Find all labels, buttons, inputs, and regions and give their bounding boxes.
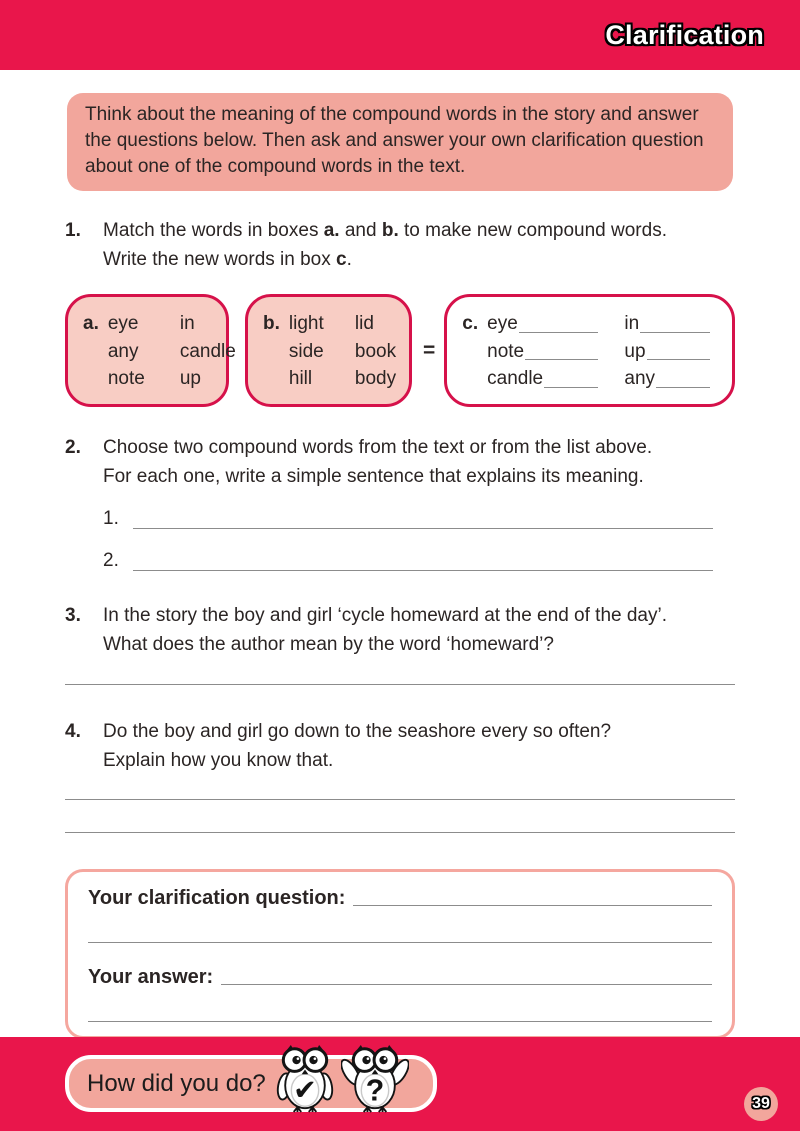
question-3-text bbox=[103, 601, 735, 659]
word: any bbox=[107, 340, 139, 362]
word: note bbox=[487, 340, 525, 362]
word-box-a-label: a. bbox=[83, 313, 99, 334]
compound-entry bbox=[487, 365, 598, 393]
question-1 bbox=[65, 216, 735, 274]
word-box-c-entries bbox=[487, 310, 710, 404]
word-box-c-col-1 bbox=[487, 310, 598, 404]
word: body bbox=[354, 368, 397, 389]
sentence-blank-1 bbox=[103, 503, 713, 533]
compound-entry bbox=[487, 310, 598, 338]
word: eye bbox=[107, 313, 139, 334]
word-box-b-col-1 bbox=[289, 310, 355, 404]
word-box-c-col-2 bbox=[624, 310, 710, 404]
word-box-c-label: c. bbox=[462, 313, 479, 334]
word: note bbox=[107, 368, 145, 389]
footer-band bbox=[0, 1037, 800, 1131]
word: in bbox=[624, 313, 640, 334]
header-band bbox=[0, 0, 800, 70]
answer-line[interactable] bbox=[88, 1021, 712, 1022]
question-4-line-2: Explain how you know that. bbox=[103, 750, 334, 771]
word: any bbox=[624, 368, 656, 389]
word-box-a bbox=[65, 294, 236, 407]
question-2-number: 2. bbox=[65, 437, 81, 458]
word: lid bbox=[354, 313, 374, 334]
word-box-c bbox=[444, 294, 735, 407]
answer-line[interactable] bbox=[133, 528, 713, 529]
how-did-you-do-label: How did you do? bbox=[87, 1069, 266, 1097]
clarification-question-label: Your clarification question: bbox=[88, 887, 346, 909]
word: candle bbox=[179, 340, 236, 362]
question-1-line-1: Match the words in boxes a. and b. to make new compound words. bbox=[103, 220, 667, 241]
answer-line[interactable] bbox=[221, 984, 712, 985]
clarification-box bbox=[65, 869, 735, 1039]
blank-number: 1. bbox=[103, 508, 119, 529]
sentence-blank-2 bbox=[103, 545, 713, 575]
question-4-line-1: Do the boy and girl go down to the seashore every so often? bbox=[103, 721, 612, 742]
answer-line[interactable] bbox=[519, 332, 599, 333]
instruction-box bbox=[67, 93, 733, 191]
question-3-number: 3. bbox=[65, 605, 81, 626]
word-box-a-col-1 bbox=[108, 310, 180, 404]
blank-number: 2. bbox=[103, 550, 119, 571]
answer-line[interactable] bbox=[65, 832, 735, 833]
word: eye bbox=[487, 313, 518, 334]
answer-line[interactable] bbox=[133, 570, 713, 571]
page-number-badge bbox=[744, 1087, 778, 1121]
answer-line[interactable] bbox=[640, 332, 710, 333]
compound-entry bbox=[624, 338, 710, 366]
question-4-text bbox=[103, 717, 735, 775]
question-3 bbox=[65, 601, 735, 659]
answer-line[interactable] bbox=[525, 359, 598, 360]
compound-entry bbox=[624, 310, 710, 338]
compound-entry bbox=[624, 365, 710, 393]
word: book bbox=[354, 340, 397, 362]
word: up bbox=[179, 368, 201, 389]
question-3-line-2: What does the author mean by the word ‘homeward’? bbox=[103, 634, 554, 655]
question-1-text bbox=[103, 216, 735, 274]
word-box-b-words bbox=[289, 310, 399, 404]
question-1-number: 1. bbox=[65, 220, 81, 241]
word-box-b-col-2 bbox=[355, 310, 396, 404]
equals-sign: = bbox=[423, 338, 436, 362]
check-mark: ✔ bbox=[293, 1073, 317, 1106]
word: up bbox=[624, 340, 646, 362]
owl-question-icon bbox=[341, 1043, 409, 1113]
answer-line[interactable] bbox=[647, 359, 710, 360]
question-4 bbox=[65, 717, 735, 775]
word: hill bbox=[288, 368, 313, 389]
instruction-text: Think about the meaning of the compound words in the story and answer the questions below. Then ask and answer your own clarification question about one of the compound words in the text. bbox=[85, 104, 704, 177]
question-2-line-2: For each one, write a simple sentence that explains its meaning. bbox=[103, 466, 644, 487]
clarification-answer-label: Your answer: bbox=[88, 966, 214, 988]
word: light bbox=[288, 313, 324, 334]
word-box-b bbox=[245, 294, 412, 407]
answer-line[interactable] bbox=[65, 684, 735, 685]
page-number: 39 bbox=[752, 1095, 770, 1112]
word-box-a-col-2 bbox=[180, 310, 236, 404]
answer-line[interactable] bbox=[656, 387, 710, 388]
question-2-line-1: Choose two compound words from the text or from the list above. bbox=[103, 437, 653, 458]
answer-line[interactable] bbox=[544, 387, 598, 388]
owl-check-icon bbox=[272, 1043, 338, 1113]
question-4-number: 4. bbox=[65, 721, 81, 742]
compound-entry bbox=[487, 338, 598, 366]
clarification-answer-row bbox=[88, 963, 712, 989]
question-1-line-2: Write the new words in box c. bbox=[103, 249, 352, 270]
question-3-line-1: In the story the boy and girl ‘cycle homeward at the end of the day’. bbox=[103, 605, 667, 626]
answer-line[interactable] bbox=[88, 942, 712, 943]
clarification-question-row bbox=[88, 884, 712, 910]
question-2-text bbox=[103, 433, 735, 575]
question-mark: ? bbox=[365, 1074, 385, 1108]
word: in bbox=[179, 313, 195, 334]
question-2 bbox=[65, 433, 735, 575]
word-box-b-label: b. bbox=[263, 313, 280, 334]
word-box-a-words bbox=[108, 310, 236, 404]
word-boxes-row bbox=[65, 294, 735, 407]
worksheet-body bbox=[0, 70, 800, 1039]
word: side bbox=[288, 340, 324, 362]
answer-line[interactable] bbox=[65, 799, 735, 800]
page-title: Clarification bbox=[605, 19, 764, 50]
answer-line[interactable] bbox=[353, 905, 712, 906]
word: candle bbox=[487, 368, 544, 389]
